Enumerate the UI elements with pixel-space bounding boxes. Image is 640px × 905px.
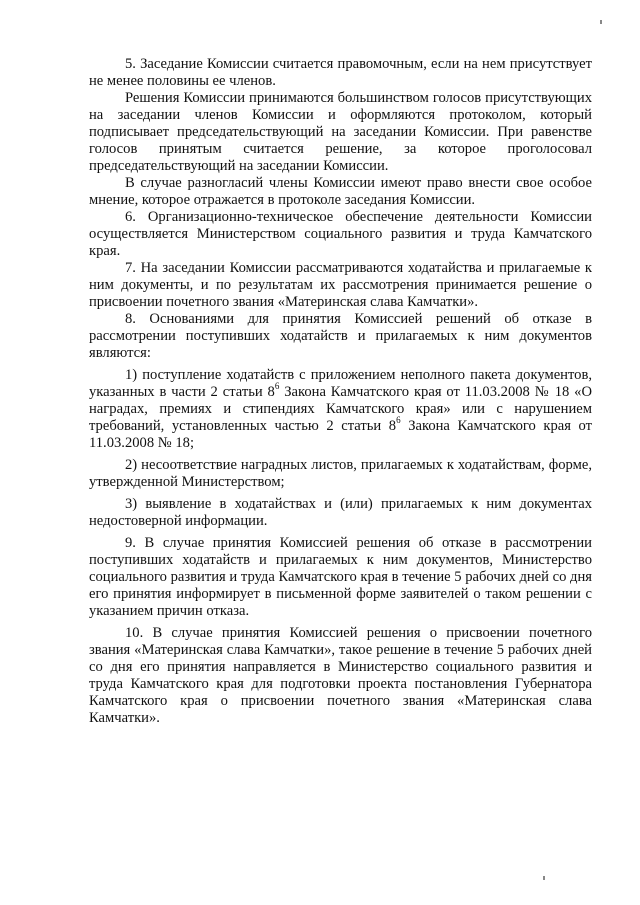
- paragraph-10: 10. В случае принятия Комиссией решения о присвоении почетного звания «Материнская слава Камчатки», такое решение в течение 5 рабочих дней со дня его принятия направляется в Министерство социального развития и труда Камчатского края для подготовки проекта постановления Губернатора Камчатского края о присвоении почетного звания «Материнская слава Камчатки».: [89, 625, 592, 726]
- item-1-text-c: Закона Камчатского края от 11.03.2008 № 18;: [89, 418, 592, 451]
- paragraph-8-item-1: [89, 367, 592, 452]
- item-1-text-a: 1) поступление ходатайств с приложением неполного пакета документов, указанных в части 2 статьи 8: [89, 367, 592, 400]
- scan-mark: [543, 876, 545, 880]
- paragraph-5-decisions: Решения Комиссии принимаются большинством голосов присутствующих на заседании членов Комиссии и оформляются протоколом, который подписывает председательствующий на заседании Комиссии. При равенстве голосов принятым считается решение, за которое проголосовал председательствующий на заседании Комиссии.: [89, 90, 592, 174]
- paragraph-8: 8. Основаниями для принятия Комиссией решений об отказе в рассмотрении поступивших ходатайств и прилагаемых к ним документов являются:: [89, 311, 592, 361]
- document-body: [89, 56, 592, 727]
- paragraph-8-item-2: 2) несоответствие наградных листов, прилагаемых к ходатайствам, форме, утвержденной Министерством;: [89, 457, 592, 490]
- item-1-superscript-2: 6: [396, 415, 401, 426]
- paragraph-5-dissent: В случае разногласий члены Комиссии имеют право внести свое особое мнение, которое отражается в протоколе заседания Комиссии.: [89, 175, 592, 208]
- item-1-text-b: Закона Камчатского края от 11.03.2008 № 18 «О наградах, премиях и стипендиях Камчатского края» или с нарушением требований, установленных частью 2 статьи 8: [89, 384, 593, 434]
- scan-mark: [600, 20, 602, 24]
- paragraph-6: 6. Организационно-техническое обеспечение деятельности Комиссии осуществляется Министерством социального развития и труда Камчатского края.: [89, 209, 592, 259]
- paragraph-9: 9. В случае принятия Комиссией решения об отказе в рассмотрении поступивших ходатайств и прилагаемых к ним документов, Министерство социального развития и труда Камчатского края в течение 5 рабочих дней со дня его принятия информирует в письменной форме заявителей о таком решении с указанием причин отказа.: [89, 535, 592, 619]
- paragraph-8-item-3: 3) выявление в ходатайствах и (или) прилагаемых к ним документах недостоверной информации.: [89, 496, 592, 529]
- item-1-superscript-1: 6: [274, 381, 280, 392]
- paragraph-5: 5. Заседание Комиссии считается правомочным, если на нем присутствует не менее половины ее членов.: [89, 56, 592, 89]
- paragraph-7: 7. На заседании Комиссии рассматриваются ходатайства и прилагаемые к ним документы, и по результатам их рассмотрения принимается решение о присвоении почетного звания «Материнская слава Камчатки».: [89, 260, 592, 310]
